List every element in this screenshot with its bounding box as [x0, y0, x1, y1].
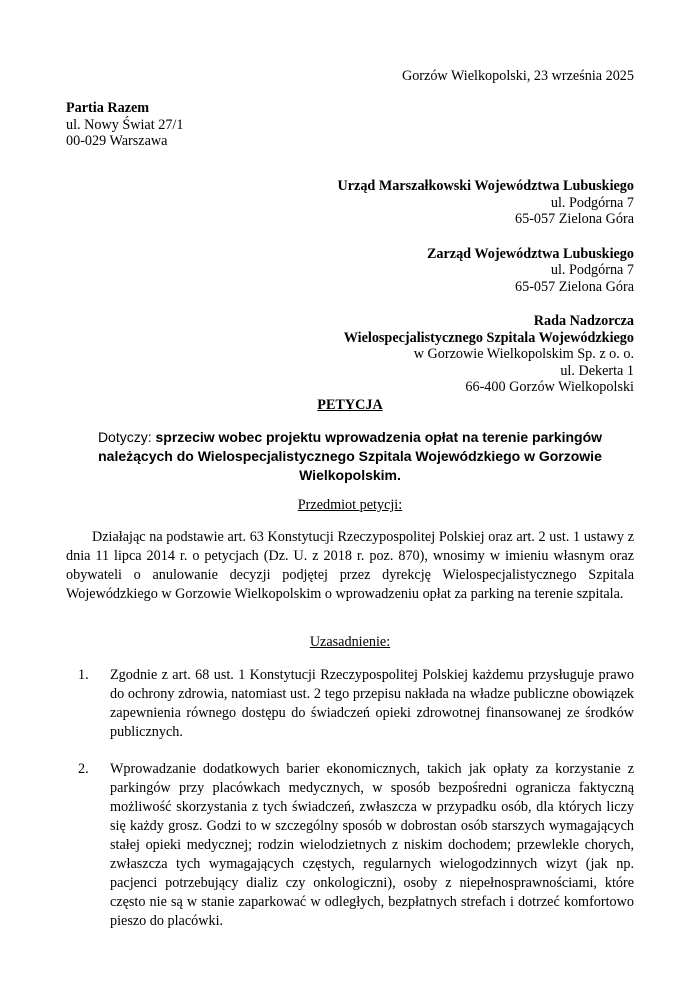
sender-street: ul. Nowy Świat 27/1: [66, 116, 184, 133]
justification-list: [66, 666, 634, 949]
list-item-text: Zgodnie z art. 68 ust. 1 Konstytucji Rzeczypospolitej Polskiej każdemu przysługuje prawo do ochrony zdrowia, natomiast ust. 2 tego przepisu nakłada na władze publiczne obowiązek zapewnienia równego dostępu do świadczeń opieki zdrowotnej finansowanej ze środków publicznych.: [110, 667, 634, 740]
section-title-justification: Uzasadnienie:: [309, 634, 391, 650]
sender-name: Partia Razem: [66, 100, 150, 116]
recipient-1: [337, 178, 634, 228]
recipient-name-line1: Rada Nadzorcza: [533, 313, 634, 329]
subject-text: sprzeciw wobec projektu wprowadzenia opłat na terenie parkingów należących do Wielospecjalistycznego Szpitala Wojewódzkiego w Gorzowie Wielkopolskim.: [98, 429, 603, 483]
list-item-number: 2.: [78, 761, 89, 777]
recipient-city: 66-400 Gorzów Wielkopolski: [465, 379, 634, 395]
recipient-line3: w Gorzowie Wielkopolskim Sp. z o. o.: [413, 346, 634, 362]
recipient-2: [337, 246, 634, 296]
list-item: [66, 760, 634, 931]
sender-block: [66, 100, 183, 150]
subject-label: Dotyczy:: [97, 429, 156, 445]
recipient-city: 65-057 Zielona Góra: [515, 278, 634, 295]
recipient-3: [337, 313, 634, 396]
list-item: [66, 666, 634, 742]
recipients-block: [337, 178, 634, 414]
recipient-name: Zarząd Województwa Lubuskiego: [426, 245, 634, 262]
recipient-city: 65-057 Zielona Góra: [515, 211, 634, 227]
list-item-text: Wprowadzanie dodatkowych barier ekonomicznych, takich jak opłaty za korzystanie z parkingów przy placówkach medycznych, w sposób bezpośredni ogranicza faktyczną możliwość skorzystania z tych świadczeń, zwłaszcza w przypadku osób, dla których liczy się każdy grosz. Godzi to w szczególny sposób w dobrostan osób starszych wymagających stałej opieki medycznej; rodzin wielodzietnych z niskim dochodem; przewlekle chorych, zwłaszcza tych wymagających częstych, regularnych wielogodzinnych wizyt (jak np. pacjenci potrzebujący dializ czy onkologiczni), osoby z niepełnosprawnościami, które często nie są w stanie zaparkować w odległych, bezpłatnych strefach i dotrzeć komfortowo pieszo do placówki.: [110, 761, 634, 929]
recipient-street: ul. Podgórna 7: [550, 194, 634, 211]
subject-paragraph: Działając na podstawie art. 63 Konstytucji Rzeczypospolitej Polskiej oraz art. 2 ust. 1 ustawy z dnia 11 lipca 2014 r. o petycjach (Dz. U. z 2018 r. poz. 870), wnosimy w imieniu własnym oraz obywateli o anulowanie decyzji podjętej przez dyrekcję Wielospecjalistycznego Szpitala Wojewódzkiego w Gorzowie Wielkopolskim o wprowadzeniu opłat za parking na terenie szpitala.: [66, 529, 634, 602]
document-heading: PETYCJA: [317, 397, 383, 413]
list-item-number: 1.: [78, 667, 89, 683]
subject-line: [66, 428, 634, 485]
recipient-name-line2: Wielospecjalistycznego Szpitala Wojewódzkiego: [343, 329, 634, 346]
recipient-street: ul. Dekerta 1: [560, 362, 634, 379]
recipient-name: Urząd Marszałkowski Województwa Lubuskiego: [337, 178, 634, 194]
document-date: Gorzów Wielkopolski, 23 września 2025: [401, 68, 634, 84]
recipient-street: ul. Podgórna 7: [550, 262, 634, 278]
sender-city: 00-029 Warszawa: [66, 133, 168, 149]
section-title-subject: Przedmiot petycji:: [297, 497, 403, 513]
